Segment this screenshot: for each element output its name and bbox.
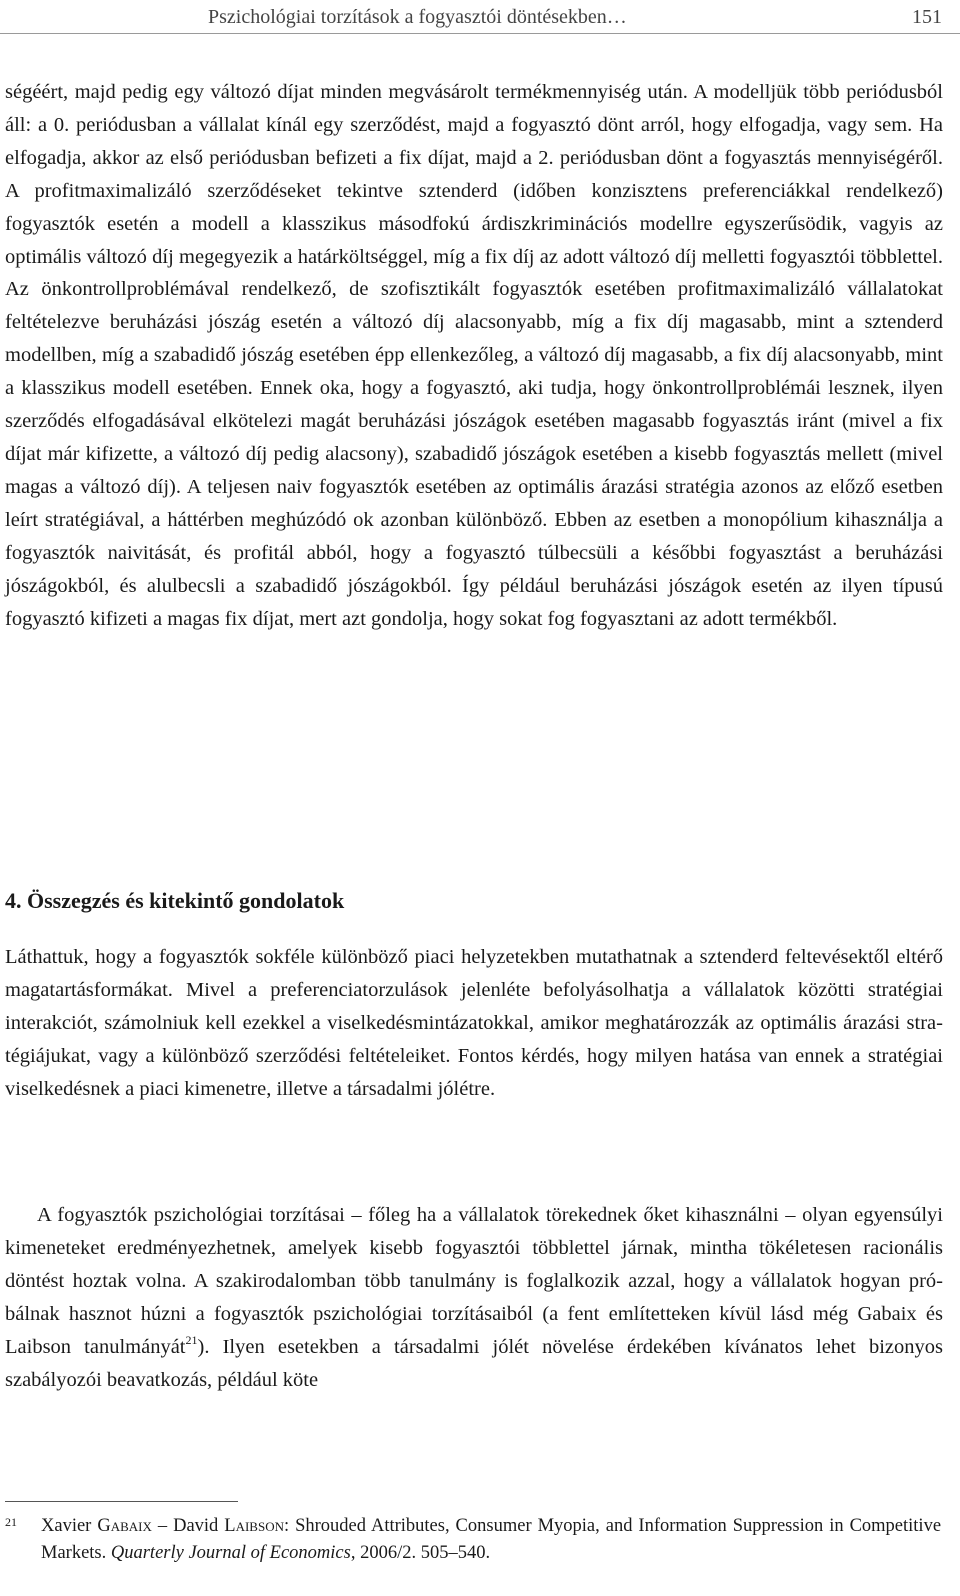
footnote-dash: – [157, 1516, 168, 1536]
footnote-author1-last: Gabaix [97, 1516, 152, 1536]
body-paragraph-2: Láthattuk, hogy a fogyasztók sokféle különböző piaci helyzetekben mutathatnak a sztenderd feltevésektől eltérő magatartásformákat. Mivel a preferenciatorzulások jelenléte befolyásolhatja a vállalatok közötti stratégiai interakciót, számolniuk kell ezekkel a viselkedésmintázatokkal, amikor meghatározzák az optimális árazási stratégiájukat, vagy a különböző szerződési feltételeiket. Fontos kérdés, hogy milyen hatása van ennek a stratégiai viselkedésnek a piaci kimenetre, illetve a társadalmi jólétre. [5, 946, 943, 1100]
footnote-journal: Quarterly Journal of Economics [110, 1543, 351, 1563]
footnote-title: : Shrouded Attributes, Consumer Myopia, and Information Suppression in Competitive Markets. [41, 1516, 942, 1563]
footnote-author2-first: David [173, 1516, 219, 1536]
footnote-details: , 2006/2. 505–540. [350, 1543, 491, 1563]
footnote [5, 1513, 941, 1567]
footnote-number: 21 [5, 1515, 17, 1529]
footnote-divider [5, 1501, 238, 1502]
running-header [0, 3, 960, 34]
section-heading: 4. Összegzés és kitekintő gondolatok [5, 888, 345, 913]
paragraph-3-text-a: A fogyasztók pszichológiai torzításai – főleg ha a vállalatok törekednek őket kihasználni – olyan egyensúlyi kimeneteket eredményezhetnek, amelyek kisebb fogyasztói többlettel járnak, mintha tökéletesen racionális döntést hoztak volna. A szakirodalomban több tanulmány is foglalkozik azzal, hogy a vállalatok hogyan próbálnak hasznot húzni a fogyasztók pszichológiai torzításaiból (a fent említetteken kívül lásd még Gabaix és Laibson tanulmányát [5, 1204, 943, 1358]
page-number: 151 [912, 6, 942, 28]
paragraph-3-text-b: ). Ilyen esetekben a társadalmi jólét növelése érdekében kívánatos lehet bizonyos szabályozói beavatkozás, például köte [5, 1335, 944, 1391]
body-paragraph-3 [5, 1199, 943, 1396]
footnote-author1-first: Xavier [41, 1516, 92, 1536]
running-title: Pszichológiai torzítások a fogyasztói döntésekben… [208, 6, 627, 28]
footnote-text [41, 1513, 941, 1567]
body-paragraph-1: ségéért, majd pedig egy változó díjat minden megvásárolt termékmennyiség után. A modelljük több periódusból áll: a 0. periódusban a vállalat kínál egy szerződést, majd a fogyasztó dönt arról, hogy elfogadja, vagy sem. Ha elfogadja, akkor az első periódusban befizeti a fix díjat, majd a 2. periódusban dönt a fogyasztás mennyiségéről. A profitmaximalizáló szerződéseket tekintve sztenderd (időben konzisztens preferenciákkal rendelkező) fogyasztók esetén a modell a klasszikus másodfokú árdiszkriminációs modellre egyszerűsödik, vagyis az optimális változó díj megegyezik a határköltséggel, míg a fix díj az adott változó díj melletti fogyasztói többlettel. Az önkontrollproblémával rendelkező, de szofisztikált fogyasztók esetében profitmaximalizáló vállalatokat feltételezve beruházási jószág esetén a változó díj alacsonyabb, míg a fix díj magasabb, mint a sztenderd modellben, míg a szabadidő jószág esetében épp ellenkezőleg, a változó díj magasabb, a fix díj alacsonyabb, mint a klasszikus modell esetében. Ennek oka, hogy a fogyasztó, aki tudja, hogy önkontrollproblémái lesznek, ilyen szerződés elfogadásával elkötelezi magát beruházási jószágok esetében magasabb fogyasztás iránt (mivel a fix díjat már kifizette, a változó díj pedig alacsony), szabadidő jószágok esetében a kisebb fogyasztás mellett (mivel magas a változó díj). A teljesen naiv fogyasztók esetében az optimális árazási stratégia azonos az előző esetben leírt stratégiával, a háttérben meghúzódó ok azonban különböző. Ebben az esetben a monopólium kihasználja a fogyasztók naivitását, és profitál abból, hogy a fogyasztó túlbecsüli a későbbi fogyasztást a beruházási jószágokból, és alulbecsli a szabadidő jószágokból. Így például beruházási jószágok esetén az ilyen típusú fogyasztó kifizeti a magas fix díjat, mert azt gondolja, hogy sokat fog fogyasztani az adott termékből. [5, 81, 943, 630]
footnote-reference[interactable]: 21 [185, 1332, 198, 1347]
footnote-author2-last: Laibson [224, 1516, 284, 1536]
